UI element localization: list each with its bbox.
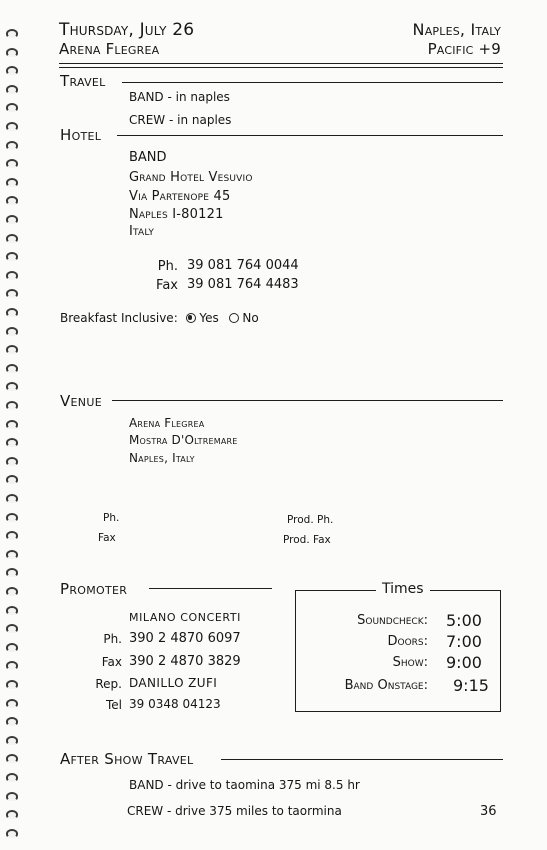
header-divider-bottom	[59, 67, 503, 68]
travel-title: Travel	[60, 72, 106, 90]
hotel-fax-label: Fax	[156, 278, 178, 293]
spiral-ring	[6, 271, 18, 280]
date-heading: Thursday, July 26	[59, 20, 195, 40]
venue-prod-fax-label: Prod. Fax	[283, 534, 331, 546]
promoter-rule	[149, 588, 272, 589]
spiral-ring	[6, 345, 18, 354]
spiral-ring	[6, 103, 18, 112]
hotel-phone-label: Ph.	[157, 259, 178, 274]
venue-heading: Arena Flegrea	[59, 40, 160, 58]
spiral-ring	[6, 754, 18, 763]
promoter-fax-label: Fax	[101, 655, 122, 669]
spiral-ring	[6, 494, 18, 503]
spiral-ring	[6, 792, 18, 801]
times-box	[295, 581, 501, 712]
spiral-ring	[6, 401, 18, 410]
breakfast-row	[60, 311, 259, 325]
spiral-ring	[6, 327, 18, 336]
times-title: Times	[376, 581, 430, 597]
spiral-ring	[6, 438, 18, 447]
spiral-ring	[6, 85, 18, 94]
spiral-ring	[6, 568, 18, 577]
after-show-rule	[221, 759, 503, 760]
spiral-ring	[6, 513, 18, 522]
band-onstage-label: Band Onstage:	[344, 678, 428, 693]
promoter-phone: 390 2 4870 6097	[129, 631, 241, 646]
spiral-ring	[6, 624, 18, 633]
spiral-ring	[6, 66, 18, 75]
venue-rule	[112, 400, 503, 401]
spiral-ring	[6, 289, 18, 298]
spiral-ring	[6, 48, 18, 57]
spiral-ring	[6, 829, 18, 838]
spiral-ring	[6, 382, 18, 391]
hotel-title: Hotel	[60, 126, 102, 144]
spiral-ring	[6, 773, 18, 782]
venue-fax-label: Fax	[98, 532, 116, 544]
promoter-title: Promoter	[60, 580, 128, 598]
promoter-rep: DANILLO ZUFI	[129, 676, 218, 690]
promoter-company: MILANO CONCERTI	[129, 611, 242, 624]
spiral-ring	[6, 178, 18, 187]
spiral-ring	[6, 308, 18, 317]
breakfast-label: Breakfast Inclusive:	[60, 311, 178, 325]
spiral-ring	[6, 196, 18, 205]
breakfast-no-radio[interactable]	[229, 313, 239, 323]
hotel-rule	[117, 135, 503, 136]
spiral-ring	[6, 699, 18, 708]
promoter-phone-label: Ph.	[103, 632, 122, 646]
hotel-fax: 39 081 764 4483	[187, 277, 299, 292]
promoter-tel-label: Tel	[105, 698, 122, 712]
breakfast-no-label: No	[242, 311, 259, 325]
spiral-ring	[6, 215, 18, 224]
after-show-band: BAND - drive to taomina 375 mi 8.5 hr	[129, 778, 360, 792]
spiral-ring	[6, 587, 18, 596]
travel-rule	[122, 82, 503, 83]
doors-label: Doors:	[387, 634, 428, 649]
band-onstage-time: 9:15	[453, 676, 489, 695]
spiral-ring	[6, 234, 18, 243]
spiral-ring	[6, 736, 18, 745]
venue-prod-phone-label: Prod. Ph.	[287, 514, 334, 526]
spiral-ring	[6, 141, 18, 150]
spiral-ring	[6, 420, 18, 429]
spiral-ring	[6, 159, 18, 168]
spiral-ring	[6, 364, 18, 373]
hotel-country: Italy	[129, 224, 155, 239]
soundcheck-time: 5:00	[446, 611, 482, 630]
page-number: 36	[480, 804, 497, 819]
travel-crew: CREW - in naples	[129, 113, 232, 127]
show-time: 9:00	[446, 653, 482, 672]
hotel-city: Naples I-80121	[129, 207, 224, 222]
doors-time: 7:00	[446, 632, 482, 651]
spiral-ring	[6, 606, 18, 615]
venue-title: Venue	[60, 392, 102, 410]
header-divider-top	[59, 63, 503, 64]
show-label: Show:	[392, 655, 428, 670]
breakfast-yes-radio[interactable]	[186, 313, 196, 323]
spiral-ring	[6, 531, 18, 540]
spiral-ring	[6, 643, 18, 652]
spiral-ring	[6, 122, 18, 131]
spiral-ring	[6, 810, 18, 819]
breakfast-yes-label: Yes	[199, 311, 219, 325]
promoter-tel: 39 0348 04123	[129, 697, 221, 711]
promoter-fax: 390 2 4870 3829	[129, 654, 241, 669]
hotel-name: Grand Hotel Vesuvio	[129, 170, 253, 185]
after-show-travel-title: After Show Travel	[60, 750, 194, 768]
venue-line3: Naples, Italy	[129, 451, 195, 465]
venue-line2: Mostra D'Oltremare	[129, 433, 238, 447]
promoter-rep-label: Rep.	[95, 677, 122, 691]
spiral-ring	[6, 29, 18, 38]
spiral-ring	[6, 475, 18, 484]
spiral-ring	[6, 661, 18, 670]
spiral-ring	[6, 680, 18, 689]
hotel-phone: 39 081 764 0044	[187, 258, 299, 273]
spiral-ring	[6, 457, 18, 466]
spiral-ring	[6, 252, 18, 261]
after-show-crew: CREW - drive 375 miles to taormina	[127, 804, 342, 818]
hotel-group: BAND	[129, 150, 167, 165]
spiral-ring	[6, 550, 18, 559]
soundcheck-label: Soundcheck:	[357, 613, 428, 628]
spiral-ring	[6, 717, 18, 726]
hotel-street: Via Partenope 45	[129, 189, 231, 204]
venue-line1: Arena Flegrea	[129, 416, 205, 430]
venue-phone-label: Ph.	[103, 512, 120, 524]
timezone-heading: Pacific +9	[427, 40, 501, 58]
city-heading: Naples, Italy	[412, 20, 501, 39]
travel-band: BAND - in naples	[129, 90, 230, 104]
